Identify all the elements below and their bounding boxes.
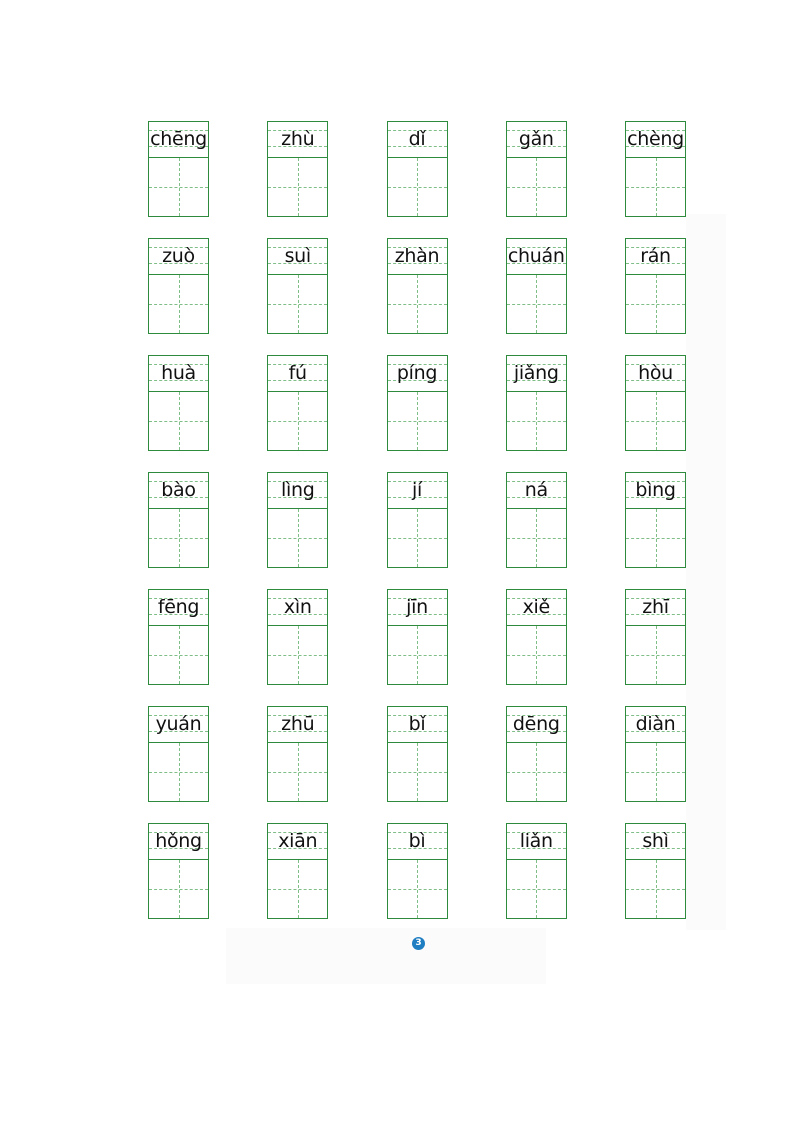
writing-cell[interactable] — [387, 238, 448, 334]
writing-cell[interactable] — [148, 355, 209, 451]
writing-cell[interactable] — [387, 706, 448, 802]
horizontal-guide-line — [507, 655, 566, 656]
pinyin-box — [267, 706, 328, 742]
character-writing-box[interactable] — [267, 157, 328, 217]
character-writing-box[interactable] — [506, 274, 567, 334]
writing-cell[interactable] — [506, 355, 567, 451]
writing-cell[interactable] — [267, 238, 328, 334]
pinyin-box — [625, 121, 686, 157]
pinyin-text: jīn — [406, 596, 428, 618]
character-writing-box[interactable] — [387, 391, 448, 451]
pinyin-text: huà — [161, 362, 196, 384]
pinyin-box — [625, 355, 686, 391]
writing-cell[interactable] — [267, 706, 328, 802]
character-writing-box[interactable] — [506, 742, 567, 802]
horizontal-guide-line — [388, 772, 447, 773]
horizontal-guide-line — [268, 187, 327, 188]
pinyin-text: xiān — [278, 830, 318, 852]
pinyin-box — [148, 472, 209, 508]
writing-cell[interactable] — [148, 823, 209, 919]
pinyin-text: bì — [408, 830, 426, 852]
character-writing-box[interactable] — [148, 157, 209, 217]
pinyin-box — [506, 823, 567, 859]
character-writing-box[interactable] — [148, 508, 209, 568]
pinyin-box — [625, 706, 686, 742]
horizontal-guide-line — [388, 655, 447, 656]
horizontal-guide-line — [388, 421, 447, 422]
writing-cell[interactable] — [625, 355, 686, 451]
character-writing-box[interactable] — [387, 274, 448, 334]
character-writing-box[interactable] — [506, 391, 567, 451]
horizontal-guide-line — [149, 538, 208, 539]
pinyin-box — [625, 472, 686, 508]
horizontal-guide-line — [388, 538, 447, 539]
pinyin-box — [387, 589, 448, 625]
writing-cell[interactable] — [148, 121, 209, 217]
pinyin-text: píng — [396, 362, 438, 384]
character-writing-box[interactable] — [506, 859, 567, 919]
character-writing-box[interactable] — [625, 742, 686, 802]
pinyin-text: chèng — [627, 128, 684, 150]
pinyin-text: hǒng — [155, 830, 202, 852]
pinyin-text: diàn — [635, 713, 676, 735]
pinyin-box — [387, 706, 448, 742]
horizontal-guide-line — [388, 889, 447, 890]
character-writing-box[interactable] — [148, 625, 209, 685]
pinyin-text: fú — [288, 362, 307, 384]
character-writing-box[interactable] — [267, 625, 328, 685]
writing-cell[interactable] — [625, 706, 686, 802]
pinyin-box — [267, 121, 328, 157]
horizontal-guide-line — [268, 889, 327, 890]
character-writing-box[interactable] — [625, 625, 686, 685]
character-writing-box[interactable] — [387, 508, 448, 568]
pinyin-box — [625, 589, 686, 625]
character-writing-box[interactable] — [387, 157, 448, 217]
writing-cell[interactable] — [506, 823, 567, 919]
writing-cell[interactable] — [267, 121, 328, 217]
pinyin-box — [267, 238, 328, 274]
writing-cell[interactable] — [148, 472, 209, 568]
horizontal-guide-line — [626, 538, 685, 539]
background-shade — [686, 214, 726, 930]
writing-cell[interactable] — [148, 238, 209, 334]
pinyin-text: zhù — [281, 128, 315, 150]
pinyin-text: suì — [284, 245, 311, 267]
writing-cell[interactable] — [506, 472, 567, 568]
pinyin-box — [506, 472, 567, 508]
pinyin-text: chēng — [150, 128, 207, 150]
character-writing-box[interactable] — [148, 859, 209, 919]
character-writing-box[interactable] — [148, 274, 209, 334]
character-writing-box[interactable] — [267, 742, 328, 802]
pinyin-text: bǐ — [408, 713, 426, 735]
pinyin-box — [387, 472, 448, 508]
pinyin-text: gǎn — [518, 128, 554, 150]
horizontal-guide-line — [626, 772, 685, 773]
pinyin-box — [148, 238, 209, 274]
writing-cell[interactable] — [387, 355, 448, 451]
character-writing-box[interactable] — [506, 508, 567, 568]
pinyin-box — [387, 238, 448, 274]
pinyin-box — [148, 823, 209, 859]
horizontal-guide-line — [149, 655, 208, 656]
writing-cell[interactable] — [506, 238, 567, 334]
pinyin-text: dǐ — [408, 128, 426, 150]
pinyin-text: shì — [642, 830, 669, 852]
horizontal-guide-line — [626, 421, 685, 422]
pinyin-box — [267, 472, 328, 508]
pinyin-box — [506, 355, 567, 391]
pinyin-text: bìng — [635, 479, 676, 501]
character-writing-box[interactable] — [506, 625, 567, 685]
pinyin-box — [148, 355, 209, 391]
writing-cell[interactable] — [625, 589, 686, 685]
horizontal-guide-line — [149, 304, 208, 305]
pinyin-box — [625, 823, 686, 859]
character-writing-box[interactable] — [267, 859, 328, 919]
pinyin-text: zhàn — [394, 245, 440, 267]
character-writing-box[interactable] — [148, 391, 209, 451]
horizontal-guide-line — [149, 187, 208, 188]
horizontal-guide-line — [149, 772, 208, 773]
horizontal-guide-line — [388, 304, 447, 305]
background-shade — [226, 928, 546, 984]
writing-cell[interactable] — [506, 589, 567, 685]
writing-cell[interactable] — [267, 589, 328, 685]
pinyin-box — [387, 355, 448, 391]
pinyin-box — [506, 121, 567, 157]
pinyin-text: ná — [524, 479, 548, 501]
writing-cell[interactable] — [625, 121, 686, 217]
pinyin-box — [625, 238, 686, 274]
horizontal-guide-line — [507, 421, 566, 422]
writing-cell[interactable] — [625, 823, 686, 919]
pinyin-text: yuán — [155, 713, 202, 735]
writing-cell[interactable] — [148, 706, 209, 802]
writing-cell[interactable] — [506, 706, 567, 802]
pinyin-text: lìng — [281, 479, 315, 501]
pinyin-box — [267, 589, 328, 625]
pinyin-box — [267, 355, 328, 391]
pinyin-text: liǎn — [519, 830, 553, 852]
horizontal-guide-line — [388, 187, 447, 188]
writing-cell[interactable] — [267, 355, 328, 451]
horizontal-guide-line — [268, 304, 327, 305]
writing-cell[interactable] — [387, 823, 448, 919]
horizontal-guide-line — [507, 772, 566, 773]
horizontal-guide-line — [268, 772, 327, 773]
character-writing-box[interactable] — [148, 742, 209, 802]
horizontal-guide-line — [626, 187, 685, 188]
pinyin-box — [148, 706, 209, 742]
horizontal-guide-line — [626, 655, 685, 656]
page-number-badge: 3 — [412, 937, 425, 950]
writing-cell[interactable] — [625, 472, 686, 568]
pinyin-box — [148, 121, 209, 157]
pinyin-text: rán — [640, 245, 671, 267]
writing-cell[interactable] — [387, 121, 448, 217]
character-writing-box[interactable] — [267, 274, 328, 334]
horizontal-guide-line — [626, 304, 685, 305]
character-writing-box[interactable] — [625, 508, 686, 568]
horizontal-guide-line — [626, 889, 685, 890]
character-writing-box[interactable] — [387, 742, 448, 802]
pinyin-text: zhī — [642, 596, 669, 618]
pinyin-text: dēng — [512, 713, 560, 735]
pinyin-text: fēng — [157, 596, 200, 618]
pinyin-text: xiě — [522, 596, 550, 618]
writing-cell[interactable] — [148, 589, 209, 685]
writing-cell[interactable] — [625, 238, 686, 334]
pinyin-text: jí — [412, 479, 422, 501]
writing-cell[interactable] — [267, 472, 328, 568]
pinyin-box — [506, 589, 567, 625]
character-writing-box[interactable] — [625, 391, 686, 451]
pinyin-box — [506, 706, 567, 742]
pinyin-text: chuán — [507, 245, 565, 267]
writing-cell[interactable] — [267, 823, 328, 919]
pinyin-box — [267, 823, 328, 859]
pinyin-text: jiǎng — [513, 362, 559, 384]
pinyin-text: bào — [161, 479, 196, 501]
writing-cell[interactable] — [387, 472, 448, 568]
horizontal-guide-line — [507, 304, 566, 305]
pinyin-box — [506, 238, 567, 274]
horizontal-guide-line — [507, 889, 566, 890]
character-writing-box[interactable] — [387, 625, 448, 685]
character-writing-box[interactable] — [387, 859, 448, 919]
horizontal-guide-line — [268, 421, 327, 422]
horizontal-guide-line — [149, 421, 208, 422]
writing-cell[interactable] — [506, 121, 567, 217]
character-writing-box[interactable] — [506, 157, 567, 217]
horizontal-guide-line — [507, 187, 566, 188]
horizontal-guide-line — [507, 538, 566, 539]
writing-cell[interactable] — [387, 589, 448, 685]
horizontal-guide-line — [149, 889, 208, 890]
character-writing-box[interactable] — [625, 157, 686, 217]
pinyin-box — [148, 589, 209, 625]
character-writing-box[interactable] — [625, 859, 686, 919]
pinyin-text: zhū — [281, 713, 315, 735]
pinyin-writing-grid — [148, 121, 686, 919]
horizontal-guide-line — [268, 538, 327, 539]
character-writing-box[interactable] — [267, 391, 328, 451]
horizontal-guide-line — [268, 655, 327, 656]
pinyin-text: hòu — [638, 362, 673, 384]
character-writing-box[interactable] — [267, 508, 328, 568]
pinyin-text: zuò — [162, 245, 195, 267]
pinyin-text: xìn — [283, 596, 312, 618]
pinyin-box — [387, 823, 448, 859]
pinyin-box — [387, 121, 448, 157]
character-writing-box[interactable] — [625, 274, 686, 334]
